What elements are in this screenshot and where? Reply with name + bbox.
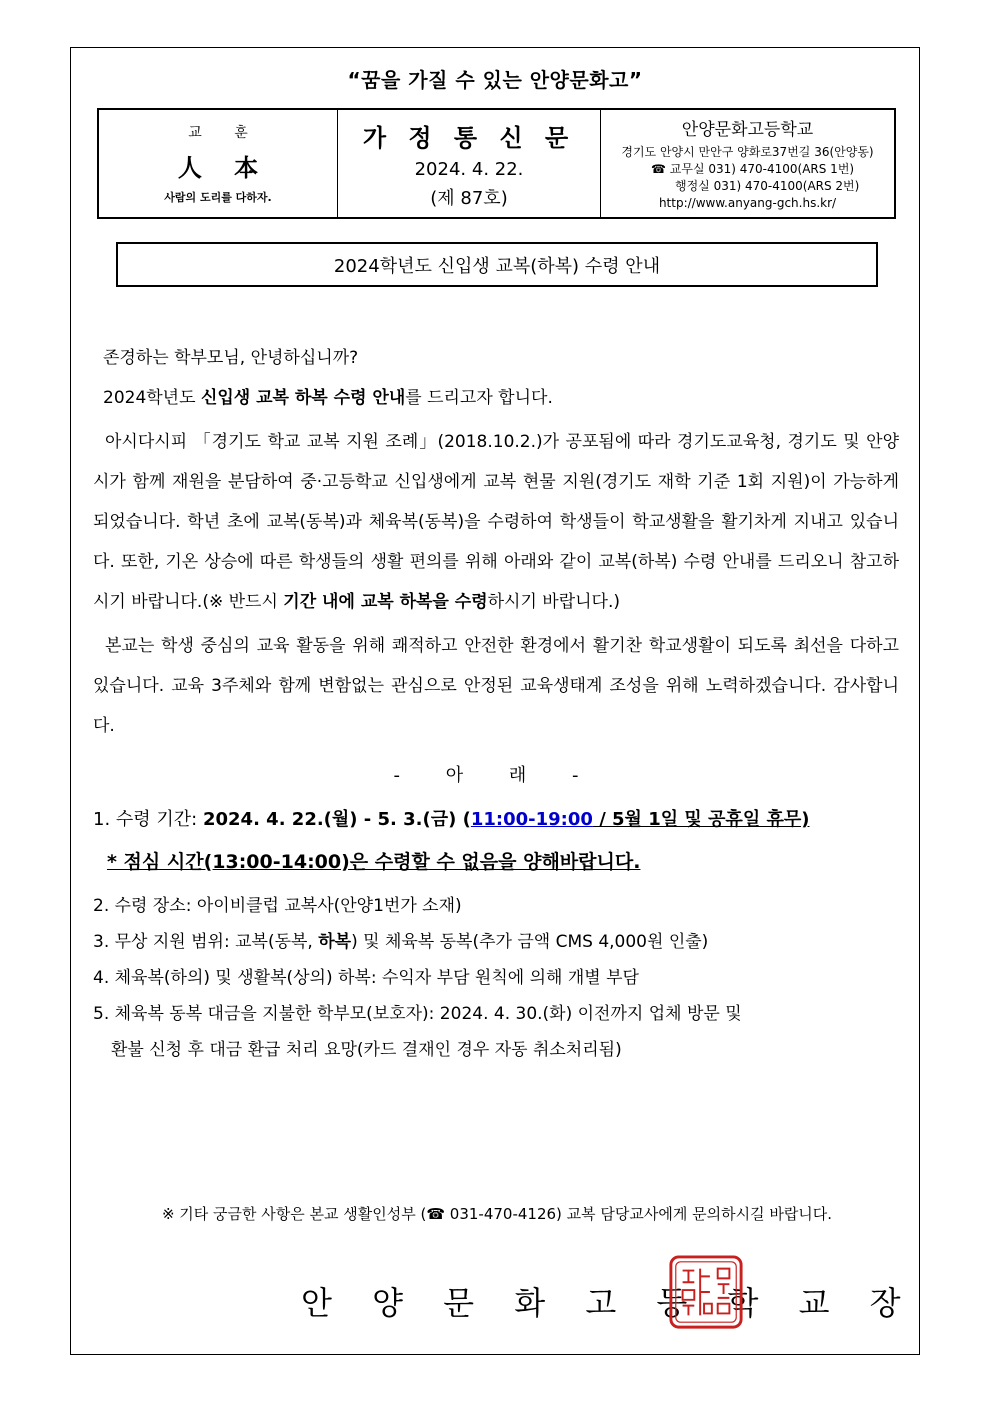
intro-text: 2024학년도 — [103, 388, 201, 408]
newsletter-title: 가 정 통 신 문 — [362, 123, 576, 152]
school-phone-admin: 행정실 031) 470-4100(ARS 2번) — [675, 179, 860, 193]
motto-cell — [99, 110, 338, 217]
period-hours: 11:00-19:00 — [470, 809, 593, 830]
support-text: 아시다시피 「경기도 학교 교복 지원 조례」(2018.10.2.)가 공포됨에 따라 경기도교육청, 경기도 및 안양시가 함께 재원을 분담하여 중·고등학교 신입생에게 교복 현물 지원(경기도 재학 기준 1회 지원)이 가능하게 되었습니다. 학년 초에 교복(동복)과 체육복(동복)을 수령하여 학생들이 학교생활을 활기차게 지내고 있습니다. 또한, 기온 상승에 따른 학생들의 생활 편의를 위해 아래와 같이 교복(하복) 수령 안내를 드리오니 참고하시기 바랍니다.(※ 반드시 — [93, 432, 899, 612]
support-paragraph — [93, 422, 899, 622]
scope-text-end: ) 및 체육복 동복(추가 금액 CMS 4,000원 인출) — [351, 932, 709, 952]
support-text-end: 하시기 바랍니다.) — [487, 592, 621, 612]
item-location: 2. 수령 장소: 아이비클럽 교복사(안양1번가 소재) — [93, 896, 462, 916]
newsletter-date: 2024. 4. 22. — [414, 158, 524, 180]
newsletter-issue: (제 87호) — [430, 187, 508, 209]
school-motto: 人 本 — [177, 154, 271, 182]
lunch-notice: * 점심 시간(13:00-14:00)은 수령할 수 없음을 양해바랍니다. — [107, 851, 641, 873]
motto-label: 교 훈 — [188, 125, 262, 141]
school-address: 경기도 안양시 만안구 양화로37번길 36(안양동) — [621, 145, 874, 159]
item-refund-continued: 환불 신청 후 대금 환급 처리 요망(카드 결재인 경우 자동 취소처리됨) — [111, 1040, 622, 1060]
principal-signature: 안 양 문 화 고 등 학 교 장 — [301, 1284, 916, 1322]
item-period — [93, 802, 899, 838]
intro-emphasis: 신입생 교복 하복 수령 안내 — [200, 388, 406, 408]
newsletter-header — [97, 108, 896, 219]
support-emphasis: 기간 내에 교복 하복을 수령 — [283, 592, 488, 612]
intro-paragraph — [93, 378, 899, 418]
item-support-scope — [93, 924, 899, 960]
official-seal-icon — [667, 1253, 745, 1331]
item-self-pay: 4. 체육복(하의) 및 생활복(상의) 하복: 수익자 부담 원칙에 의해 개별 부담 — [93, 968, 639, 988]
closing-paragraph: 본교는 학생 중심의 교육 활동을 위해 쾌적하고 안전한 환경에서 활기찬 학교생활이 되도록 최선을 다하고 있습니다. 교육 3주체와 함께 변함없는 관심으로 안정된 교육생태계 조성을 위해 노력하겠습니다. 감사합니다. — [93, 636, 899, 736]
greeting: 존경하는 학부모님, 안녕하십니까? — [103, 348, 359, 368]
school-name: 안양문화고등학교 — [681, 120, 814, 140]
school-info-cell — [601, 110, 894, 217]
document-body — [93, 338, 899, 1068]
document-title: 2024학년도 신입생 교복(하복) 수령 안내 — [116, 242, 878, 287]
newsletter-title-cell — [338, 110, 601, 217]
school-website-link[interactable]: http://www.anyang-gch.hs.kr/ — [658, 196, 837, 210]
motto-description: 사람의 도리를 다하자. — [164, 191, 272, 204]
scope-emphasis: 하복 — [318, 932, 352, 952]
school-phone-office: ☎ 교무실 031) 470-4100(ARS 1번) — [651, 162, 855, 176]
period-holiday: / 5월 1일 및 공휴일 휴무) — [592, 809, 810, 830]
seal-glyphs — [683, 1269, 730, 1316]
contact-note: ※ 기타 궁금한 사항은 본교 생활인성부 (☎ 031-470-4126) 교복 담당교사에게 문의하시길 바랍니다. — [161, 1205, 833, 1223]
notice-heading: - 아 래 - — [393, 765, 599, 786]
scope-text: 3. 무상 지원 범위: 교복(동복, — [93, 932, 319, 952]
period-dates: 2024. 4. 22.(월) - 5. 3.(금) ( — [202, 809, 471, 830]
school-slogan: “꿈을 가질 수 있는 안양문화고” — [347, 68, 643, 92]
document-page — [70, 47, 920, 1355]
period-label: 1. 수령 기간: — [93, 809, 203, 830]
intro-text-end: 를 드리고자 합니다. — [405, 388, 553, 408]
item-refund: 5. 체육복 동복 대금을 지불한 학부모(보호자): 2024. 4. 30.(화) 이전까지 업체 방문 및 — [93, 1004, 742, 1024]
